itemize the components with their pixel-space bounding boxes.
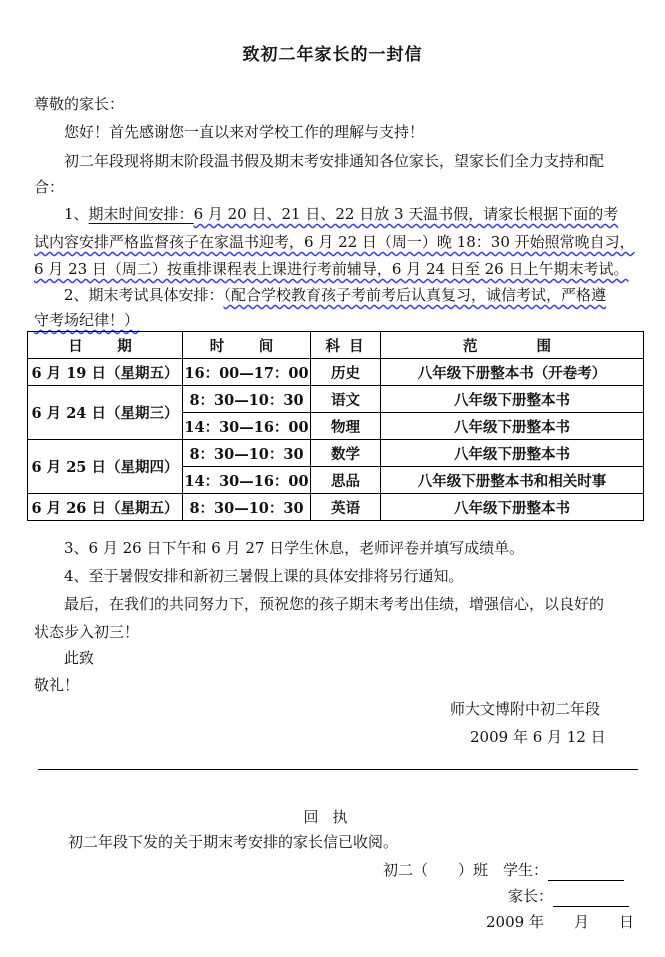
cell-date: 6 月 19 日（星期五） <box>28 359 183 386</box>
cell-date: 6 月 24 日（星期三） <box>28 386 183 440</box>
cell-scope: 八年级下册整本书 <box>381 440 644 467</box>
cell-scope: 八年级下册整本书 <box>381 413 644 440</box>
item1-prefix: 1、 <box>64 205 89 223</box>
item2-prefix: 2、期末考试具体安排： <box>64 286 224 304</box>
cell-subject: 语文 <box>311 386 381 413</box>
student-name-blank[interactable] <box>548 864 624 881</box>
header-scope: 范 围 <box>381 332 644 359</box>
cell-time: 8：30—10：30 <box>183 494 311 521</box>
receipt-class-row <box>383 859 643 881</box>
table-row <box>28 494 644 521</box>
cell-time: 8：30—10：30 <box>183 440 311 467</box>
table-row <box>28 440 644 467</box>
exam-schedule-table <box>27 331 644 521</box>
item2-line1-rest: （配合学校教育孩子考前考后认真复习，诚信考试，严格遵 <box>223 286 607 304</box>
header-subject: 科 目 <box>311 332 381 359</box>
cell-subject: 历史 <box>311 359 381 386</box>
greeting: 尊敬的家长： <box>34 95 125 113</box>
cell-date: 6 月 26 日（星期五） <box>28 494 183 521</box>
cell-scope: 八年级下册整本书和相关时事 <box>381 467 644 494</box>
cell-subject: 思品 <box>311 467 381 494</box>
regards-line2: 敬礼！ <box>34 676 80 694</box>
cell-date: 6 月 25 日（星期四） <box>28 440 183 494</box>
item1-line2-text: 试内容安排严格监督孩子在家温书迎考，6 月 22 日（周一）晚 18：30 开始照常晚自习， <box>34 233 635 251</box>
item1-label: 期末时间安排： <box>88 205 194 223</box>
letter-title: 致初二年家长的一封信 <box>242 45 423 65</box>
receipt-text: 初二年段下发的关于期末考安排的家长信已收阅。 <box>68 833 399 851</box>
notice-paragraph-line1: 初二年段现将期末阶段温书假及期末考安排通知各位家长，望家长们全力支持和配 <box>64 152 605 170</box>
receipt-title: 回执 <box>303 808 362 826</box>
receipt-parent-row <box>508 885 643 907</box>
item1-line2 <box>34 231 644 253</box>
cell-time: 16：00—17：00 <box>183 359 311 386</box>
item3: 3、6 月 26 日下午和 6 月 27 日学生休息，老师评卷并填写成绩单。 <box>64 539 525 557</box>
notice-paragraph-line2: 合： <box>34 178 65 196</box>
cell-subject: 英语 <box>311 494 381 521</box>
cell-scope: 八年级下册整本书（开卷考） <box>381 359 644 386</box>
item2-line2 <box>34 309 644 331</box>
signature-date: 2009 年 6 月 12 日 <box>470 728 606 746</box>
parent-label: 家长： <box>508 887 554 905</box>
regards-line1: 此致 <box>64 649 95 667</box>
table-row <box>28 386 644 413</box>
cell-scope: 八年级下册整本书 <box>381 494 644 521</box>
closing-line1: 最后，在我们的共同努力下，预祝您的孩子期末考考出佳绩，增强信心，以良好的 <box>64 595 605 613</box>
cell-time: 14：30—16：00 <box>183 413 311 440</box>
closing-line2: 状态步入初三！ <box>34 623 140 641</box>
cell-subject: 物理 <box>311 413 381 440</box>
header-time: 时 间 <box>183 332 311 359</box>
item1-line3 <box>34 258 644 280</box>
item1-line3-text: 6 月 23 日（周二）按重排课程表上课进行考前辅导，6 月 24 日至 26 日上午期末考试。 <box>34 260 629 278</box>
parent-signature-blank[interactable] <box>553 890 629 907</box>
item2-line2-text: 守考场纪律！） <box>34 311 140 329</box>
cell-time: 8：30—10：30 <box>183 386 311 413</box>
item1-line1 <box>64 203 644 225</box>
header-date: 日 期 <box>28 332 183 359</box>
cut-divider <box>38 769 638 770</box>
receipt-date: 2009 年 月 日 <box>486 913 634 931</box>
class-student-label: 初二（ ）班 学生： <box>383 861 549 879</box>
item1-line1-rest: 6 月 20 日、21 日、22 日放 3 天温书假，请家长根据下面的考 <box>193 205 619 223</box>
item2-line1 <box>64 284 644 306</box>
table-header-row <box>28 332 644 359</box>
opening-paragraph: 您好！首先感谢您一直以来对学校工作的理解与支持！ <box>64 123 425 141</box>
item4: 4、至于暑假安排和新初三暑假上课的具体安排将另行通知。 <box>64 567 464 585</box>
cell-time: 14：30—16：00 <box>183 467 311 494</box>
cell-subject: 数学 <box>311 440 381 467</box>
table-row <box>28 359 644 386</box>
signature-org: 师大文博附中初二年段 <box>450 700 601 718</box>
cell-scope: 八年级下册整本书 <box>381 386 644 413</box>
